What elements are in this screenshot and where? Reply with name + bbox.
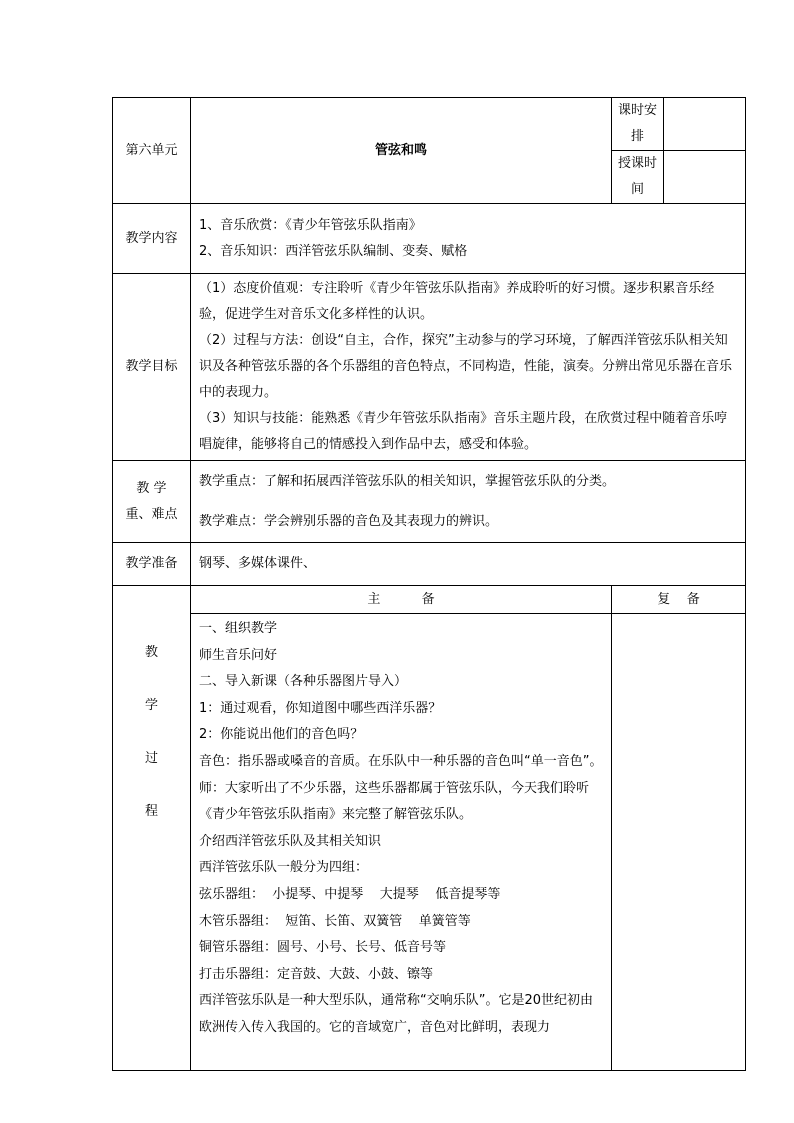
process-line: 二、导入新课（各种乐器图片导入） [199,674,408,690]
process-line: 师：大家听出了不少乐器，这些乐器都属于管弦乐队，今天我们聆听《青少年管弦乐队指南》来完整了解管弦乐队。 [199,780,590,823]
key-points-cell [191,461,746,543]
goals-label: 教学目标 [113,274,191,461]
process-line: 1：通过观看，你知道图中哪些西洋乐器？ [199,700,442,716]
process-line: 一、组织教学 [199,621,278,636]
lesson-plan-table [112,97,746,1071]
process-label [113,586,191,1071]
prep-cell: 钢琴、多媒体课件、 [191,543,746,586]
goal-paragraph: （2）过程与方法：创设“自主，合作，探究”主动参与的学习环境，了解西洋管弦乐队相关知识及各种管弦乐器的各个乐器组的音色特点，不同构造，性能，演奏。分辨出常见乐器在音乐中的表现力。 [199,333,733,400]
schedule-value[interactable] [664,98,746,151]
review-prep-header: 复 备 [612,586,746,614]
content-cell [191,204,746,274]
goal-paragraph: （3）知识与技能：能熟悉《青少年管弦乐队指南》音乐主题片段，在欣赏过程中随着音乐哼唱旋律，能够将自己的情感投入到作品中去，感受和体验。 [199,411,728,452]
prep-label: 教学准备 [113,543,191,586]
unit-label: 第六单元 [113,98,191,204]
key-label-line1: 教 学 [136,480,167,496]
process-line: 2：你能说出他们的音色吗？ [199,727,364,743]
key-points-label [113,461,191,543]
content-line: 1、音乐欣赏：《青少年管弦乐队指南》 [199,217,422,233]
time-value[interactable] [664,151,746,204]
lesson-title: 管弦和鸣 [191,98,612,204]
schedule-label: 课时安排 [612,98,664,151]
key-label-line2: 重、难点 [125,506,178,522]
time-label: 授课时间 [612,151,664,204]
review-prep-content[interactable] [612,614,746,1071]
key-point-text: 教学重点：了解和拓展西洋管弦乐队的相关知识，掌握管弦乐队的分类。 [199,473,616,489]
process-char: 程 [144,804,158,819]
process-char: 学 [144,698,158,713]
process-line: 音色：指乐器或嗓音的音质。在乐队中一种乐器的音色叫“单一音色”。 [199,753,603,769]
process-line: 铜管乐器组：圆号、小号、长号、低音号等 [199,940,447,956]
difficulty-text: 教学难点：学会辨别乐器的音色及其表现力的辨识。 [199,513,499,529]
goal-paragraph: （1）态度价值观：专注聆听《青少年管弦乐队指南》养成聆听的好习惯。逐步积累音乐经验，促进学生对音乐文化多样性的认识。 [199,281,715,322]
process-char: 教 [144,645,158,660]
process-line: 弦乐器组： 小提琴、中提琴 大提琴 低音提琴等 [199,886,501,902]
process-line: 打击乐器组：定音鼓、大鼓、小鼓、镲等 [199,966,434,982]
main-prep-header: 主 备 [191,586,612,614]
process-line: 介绍西洋管弦乐队及其相关知识 [199,833,382,849]
process-char: 过 [144,751,158,766]
process-line: 木管乐器组： 短笛、长笛、双簧管 单簧管等 [199,913,471,929]
process-line: 西洋管弦乐队是一种大型乐队，通常称“交响乐队”。它是20世纪初由欧洲传入传入我国的。它的音域宽广，音色对比鲜明，表现力 [199,993,594,1035]
content-line: 2、音乐知识：西洋管弦乐队编制、变奏、赋格 [199,243,468,259]
process-line: 师生音乐问好 [199,647,278,663]
process-line: 西洋管弦乐队一般分为四组： [199,860,369,876]
main-prep-content [191,614,612,1071]
goals-cell [191,274,746,461]
content-label: 教学内容 [113,204,191,274]
